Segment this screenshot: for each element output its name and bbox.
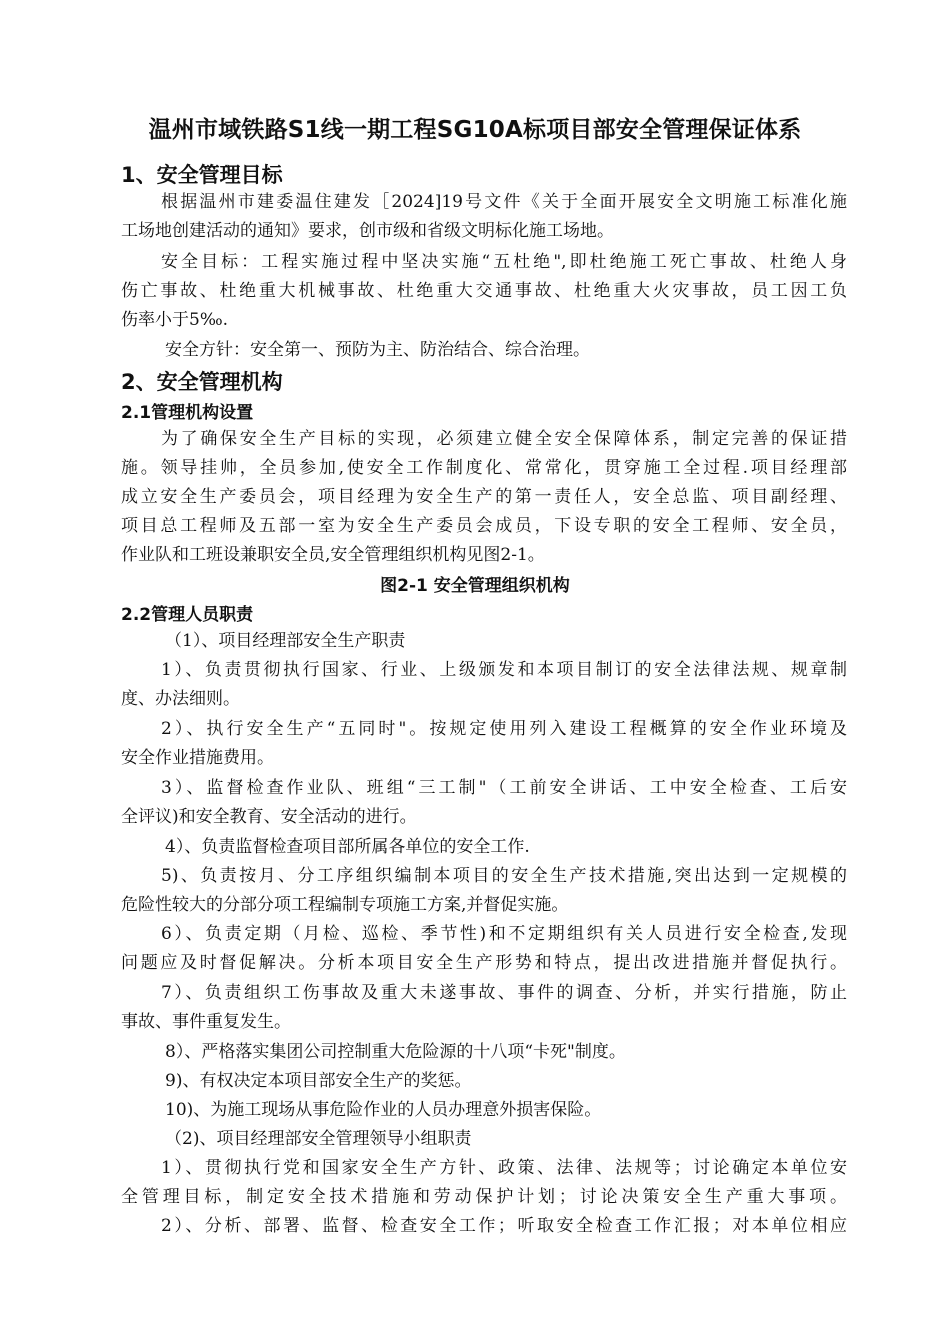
item-6-line-1: 6）、负责定期（月检、巡检、季节性)和不定期组织有关人员进行安全检查,发现	[161, 924, 847, 944]
s21-p-line-2: 施。领导挂帅，全员参加,使安全工作制度化、常常化，贯穿施工全过程.项目经理部	[121, 458, 847, 478]
leader-item-2-line-1: 2）、分析、部署、监督、检查安全工作；听取安全检查工作汇报；对本单位相应	[161, 1216, 847, 1236]
s21-p-line-3: 成立安全生产委员会，项目经理为安全生产的第一责任人，安全总监、项目副经理、	[121, 487, 847, 507]
leader-item-1-line-2: 全管理目标，制定安全技术措施和劳动保护计划；讨论决策安全生产重大事项。	[121, 1187, 847, 1207]
section-2-2-heading: 2.2管理人员职责	[121, 605, 254, 625]
document-title: 温州市域铁路S1线一期工程SG10A标项目部安全管理保证体系	[148, 117, 802, 143]
item-7-line-2: 事故、事件重复发生。	[121, 1012, 291, 1032]
section-1-heading: 1、安全管理目标	[121, 163, 283, 187]
s1-p2-line-1: 安全目标：工程实施过程中坚决实施“五杜绝",即杜绝施工死亡事故、杜绝人身	[161, 252, 847, 272]
item-5-line-2: 危险性较大的分部分项工程编制专项施工方案,并督促实施。	[121, 895, 569, 915]
item-1-line-1: 1）、负责贯彻执行国家、行业、上级颁发和本项目制订的安全法律法规、规章制	[161, 660, 847, 680]
item-3-line-1: 3）、监督检查作业队、班组“三工制"（工前安全讲话、工中安全检查、工后安	[161, 778, 847, 798]
s1-p1-line-1: 根据温州市建委温住建发［2024]19号文件《关于全面开展安全文明施工标准化施	[161, 192, 847, 212]
s1-p3-line-1: 安全方针：安全第一、预防为主、防治结合、综合治理。	[165, 340, 590, 360]
item-8-line-1: 8）、严格落实集团公司控制重大危险源的十八项“卡死"制度。	[165, 1042, 626, 1062]
s21-p-line-5: 作业队和工班设兼职安全员,安全管理组织机构见图2-1。	[121, 545, 545, 565]
leader-item-1-line-1: 1）、贯彻执行党和国家安全生产方针、政策、法律、法规等；讨论确定本单位安	[161, 1158, 847, 1178]
s21-p-line-1: 为了确保安全生产目标的实现，必须建立健全安全保障体系，制定完善的保证措	[161, 429, 847, 449]
item-2-line-2: 安全作业措施费用。	[121, 748, 274, 768]
s22-subheading-1: （1）、项目经理部安全生产职责	[165, 631, 406, 651]
item-6-line-2: 问题应及时督促解决。分析本项目安全生产形势和特点，提出改进措施并督促执行。	[121, 953, 847, 973]
item-7-line-1: 7）、负责组织工伤事故及重大未遂事故、事件的调查、分析，并实行措施，防止	[161, 983, 847, 1003]
item-2-line-1: 2）、执行安全生产“五同时"。按规定使用列入建设工程概算的安全作业环境及	[161, 719, 847, 739]
item-5-line-1: 5)、负责按月、分工序组织编制本项目的安全生产技术措施,突出达到一定规模的	[161, 866, 847, 886]
item-9-line-1: 9)、有权决定本项目部安全生产的奖惩。	[165, 1071, 472, 1091]
s22-subheading-2: （2)、项目经理部安全管理领导小组职责	[165, 1129, 472, 1149]
s1-p2-line-3: 伤率小于5‰.	[121, 310, 229, 330]
item-1-line-2: 度、办法细则。	[121, 689, 240, 709]
section-2-1-heading: 2.1管理机构设置	[121, 403, 254, 423]
figure-caption: 图2-1 安全管理组织机构	[380, 576, 570, 596]
s21-p-line-4: 项目总工程师及五部一室为安全生产委员会成员，下设专职的安全工程师、安全员，	[121, 516, 847, 536]
item-10-line-1: 10)、为施工现场从事危险作业的人员办理意外损害保险。	[165, 1100, 602, 1120]
s1-p2-line-2: 伤亡事故、杜绝重大机械事故、杜绝重大交通事故、杜绝重大火灾事故，员工因工负	[121, 281, 847, 301]
item-4-line-1: 4）、负责监督检查项目部所属各单位的安全工作.	[165, 837, 530, 857]
item-3-line-2: 全评议)和安全教育、安全活动的进行。	[121, 807, 417, 827]
section-2-heading: 2、安全管理机构	[121, 370, 283, 394]
s1-p1-line-2: 工场地创建活动的通知》要求，创市级和省级文明标化施工场地。	[121, 221, 614, 241]
